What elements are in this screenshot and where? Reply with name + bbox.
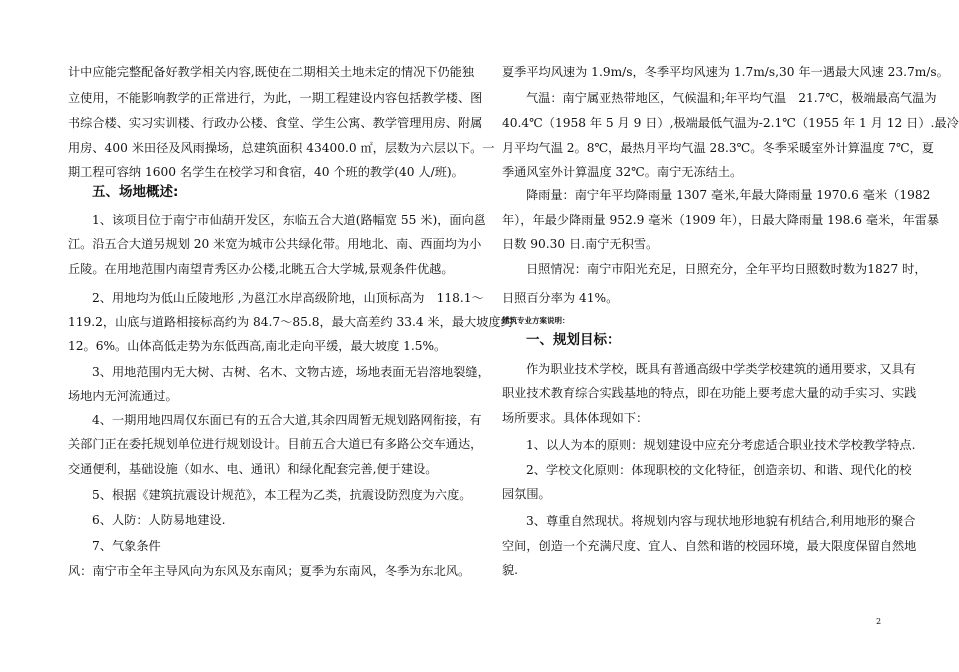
text-line: 空间，创造一个充满尺度、宜人、自然和谐的校园环境，最大限度保留自然地 [502,539,917,553]
text-line: 日照情况：南宁市阳光充足，日照充分，全年平均日照数时数为1827 时， [526,262,927,276]
text-line: 1、该项目位于南宁市仙葫开发区，东临五合大道(路幅宽 55 米)，面向邕 [92,213,486,227]
text-line: 交通便利，基础设施（如水、电、通讯）和绿化配套完善,便于建设。 [68,462,438,476]
text-line: 关部门正在委托规划单位进行规划设计。目前五合大道已有多路公交车通达， [68,437,483,451]
text-line: 计中应能完整配备好教学相关内容,既使在二期相关土地未定的情况下仍能独 [68,65,475,79]
text-line: 7、气象条件 [92,539,161,553]
text-line: 立使用，不能影响教学的正常进行，为此，一期工程建设内容包括教学楼、图 [68,91,483,105]
subsection-label: 建筑专业方案说明： [502,316,570,325]
text-line: 气温：南宁属亚热带地区，气候温和;年平均气温 21.7℃，极端最高气温为 [526,91,937,105]
text-line: 1、以人为本的原则：规划建设中应充分考虑适合职业技术学校教学特点. [526,438,916,452]
text-line: 2、学校文化原则：体现职校的文化特征，创造亲切、和谐、现代化的校 [526,463,912,477]
text-line: 季通风室外计算温度 32℃。南宁无冻结土。 [502,165,743,179]
text-line: 4、一期用地四周仅东面已有的五合大道,其余四周暂无规划路网衔接，有 [92,413,482,427]
text-line: 2、用地均为低山丘陵地形 ,为邕江水岸高级阶地，山顶标高为 118.1～ [92,291,484,305]
section-heading: 一、规划目标： [526,332,621,348]
text-line: 书综合楼、实习实训楼、行政办公楼、食堂、学生公寓、教学管理用房、附属 [68,116,483,130]
text-line: 日照百分率为 41%。 [502,291,619,305]
text-line: 3、用地范围内无大树、古树、名木、文物古迹，场地表面无岩溶地裂缝， [92,365,490,379]
text-line: 用房、400 米田径及风雨操场，总建筑面积 43400.0 ㎡，层数为六层以下。一 [68,141,495,155]
text-line: 江。沿五合大道另规划 20 米宽为城市公共绿化带。用地北、南、西面均为小 [68,237,482,251]
section-heading: 五、场地概述: [92,184,179,200]
text-line: 貌. [502,563,519,577]
text-line: 12。6%。山体高低走势为东低西高,南北走向平缓，最大坡度 1.5%。 [68,339,447,353]
text-line: 月平均气温 2。8℃，最热月平均气温 28.3℃。冬季采暖室外计算温度 7℃，夏 [502,141,934,155]
text-line: 风：南宁市全年主导风向为东风及东南风；夏季为东南风，冬季为东北风。 [68,564,471,578]
text-line: 职业技术教育综合实践基地的特点，即在功能上要考虑大量的动手实习、实践 [502,386,917,400]
page-number: 2 [876,617,882,626]
text-line: 园氛围。 [502,487,551,501]
text-line: 119.2，山底与道路相接标高约为 84.7～85.8，最大高差约 33.4 米，最大坡度约 [68,315,513,329]
text-line: 日数 90.30 日.南宁无积雪。 [502,237,659,251]
text-line: 降雨量：南宁年平均降雨量 1307 毫米,年最大降雨量 1970.6 毫米（1982 [526,188,931,202]
text-line: 5、根据《建筑抗震设计规范》，本工程为乙类，抗震设防烈度为六度。 [92,488,472,502]
text-line: 3、尊重自然现状。将规划内容与现状地形地貌有机结合,利用地形的聚合 [526,514,916,528]
text-line: 场地内无河流通过。 [68,389,178,403]
text-line: 作为职业技术学校，既具有普通高级中学类学校建筑的通用要求，又具有 [526,362,916,376]
text-line: 期工程可容纳 1600 名学生在校学习和食宿，40 个班的教学(40 人/班)。 [68,165,464,179]
text-line: 年），年最少降雨量 952.9 毫米（1909 年），日最大降雨量 198.6 毫米，年雷暴 [502,213,940,227]
text-line: 场所要求。具体体现如下： [502,411,649,425]
text-line: 夏季平均风速为 1.9m/s，冬季平均风速为 1.7m/s,30 年一遇最大风速 23.7m/s。 [502,65,949,79]
text-line: 6、人防：人防易地建设. [92,513,226,527]
text-line: 40.4℃（1958 年 5 月 9 日）,极端最低气温为-2.1℃（1955 年 1 月 12 日）.最冷 [502,116,959,130]
text-line: 丘陵。在用地范围内南望青秀区办公楼,北眺五合大学城,景观条件优越。 [68,262,454,276]
